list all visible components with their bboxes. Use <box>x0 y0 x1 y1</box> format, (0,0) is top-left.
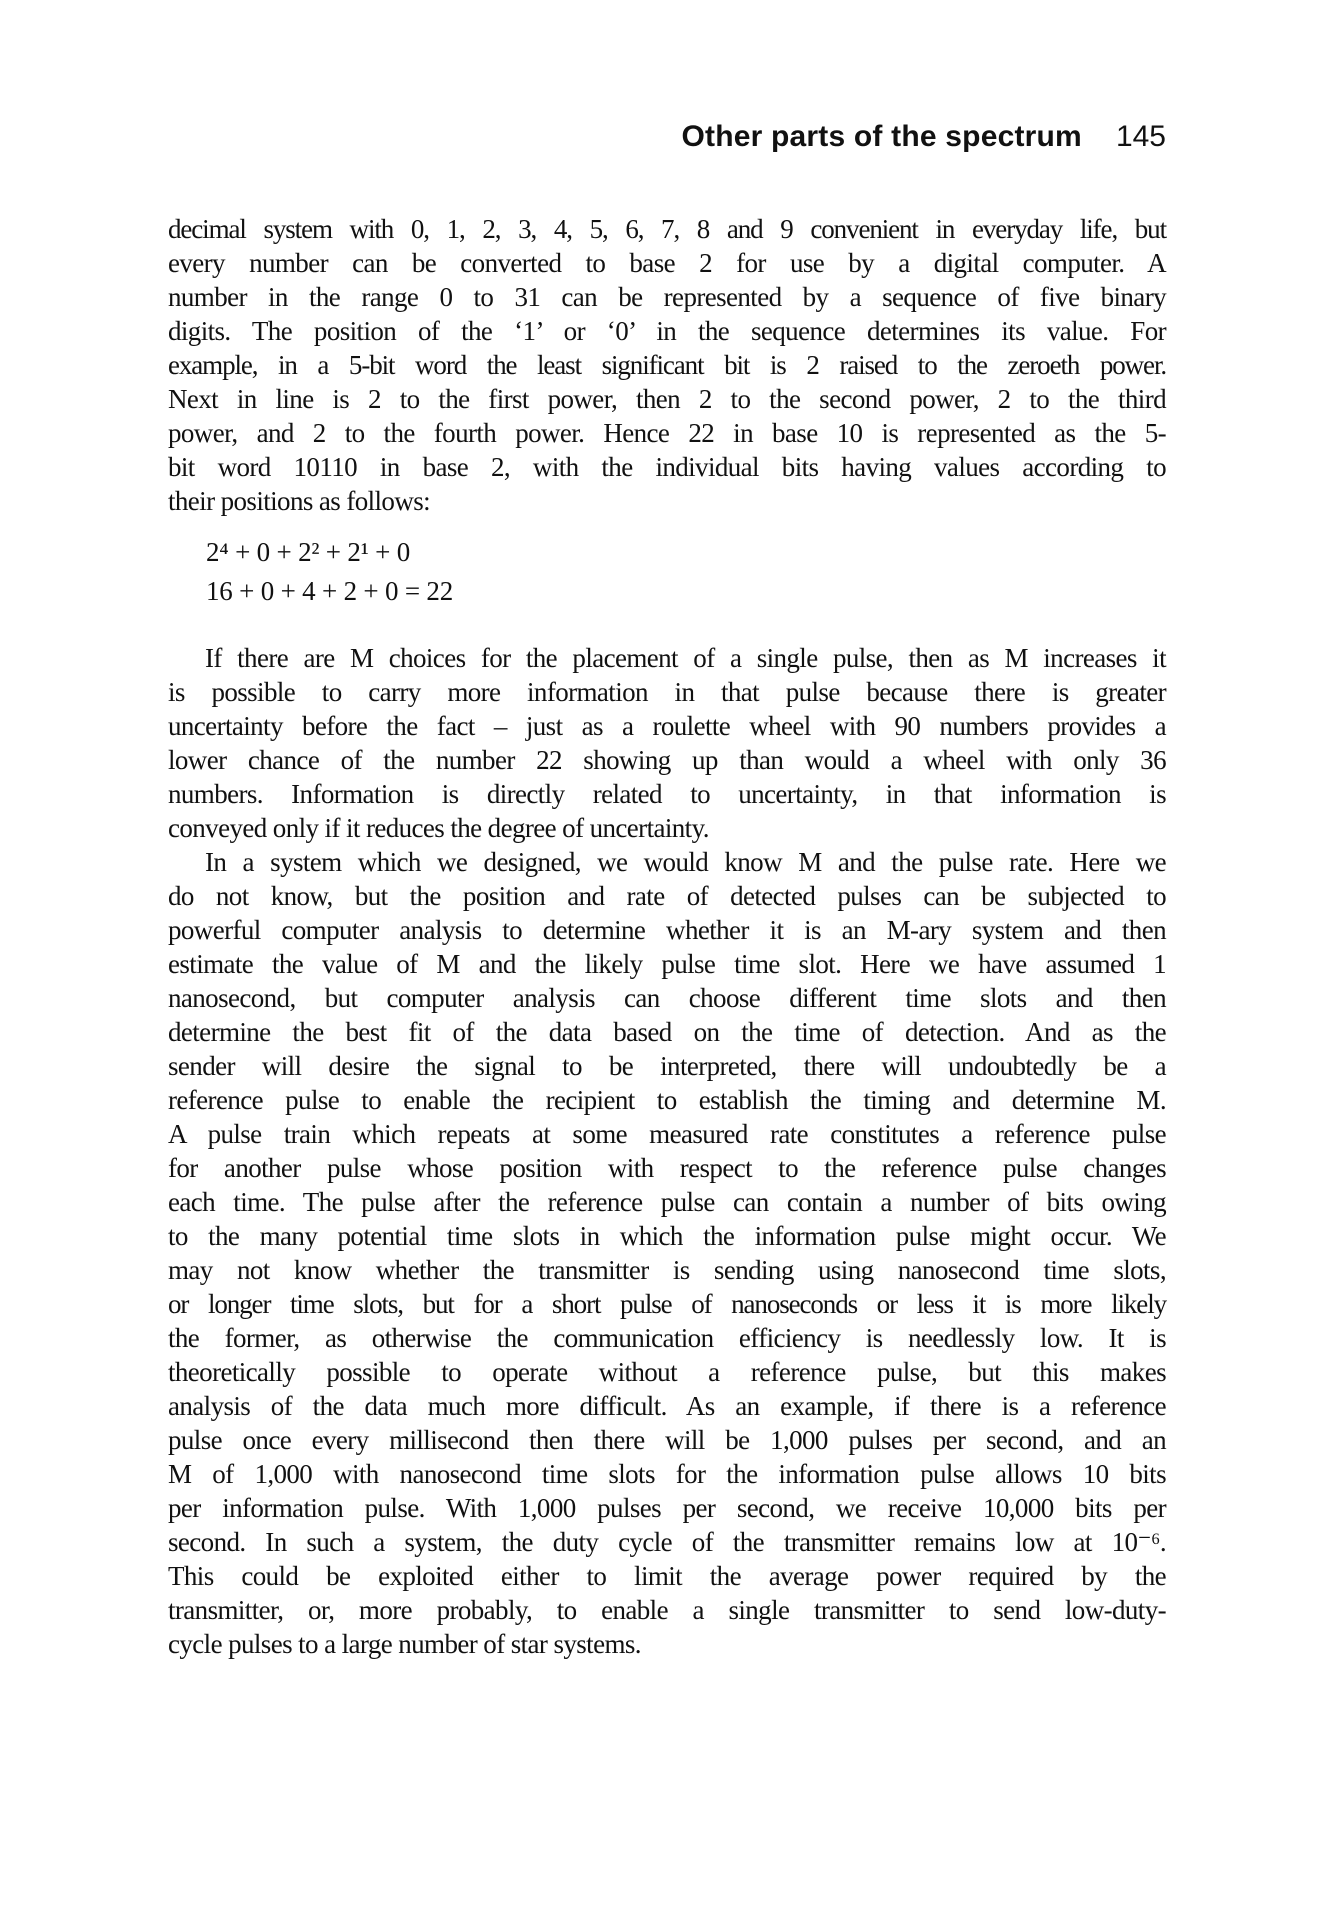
page-number: 145 <box>1115 120 1166 153</box>
text-line: In a system which we designed, we would know M and the pulse rate. Here we <box>205 847 1166 877</box>
text-line: is possible to carry more information in that pulse because there is greater <box>168 677 1166 707</box>
text-line: sender will desire the signal to be interpreted, there will undoubtedly be a <box>168 1051 1166 1081</box>
text-line: power, and 2 to the fourth power. Hence 22 in base 10 is represented as the 5- <box>168 418 1166 448</box>
text-line: estimate the value of M and the likely pulse time slot. Here we have assumed 1 <box>168 949 1166 979</box>
text-line: may not know whether the transmitter is sending using nanosecond time slots, <box>168 1255 1166 1285</box>
text-line: the former, as otherwise the communication efficiency is needlessly low. It is <box>168 1323 1166 1353</box>
text-line: each time. The pulse after the reference pulse can contain a number of bits owing <box>168 1187 1166 1217</box>
text-line: pulse once every millisecond then there will be 1,000 pulses per second, and an <box>168 1425 1166 1455</box>
text-line: powerful computer analysis to determine whether it is an M-ary system and then <box>168 915 1166 945</box>
text-line: second. In such a system, the duty cycle of the transmitter remains low at 10⁻⁶. <box>168 1527 1166 1557</box>
text-line: nanosecond, but computer analysis can choose different time slots and then <box>168 983 1166 1013</box>
text-line: transmitter, or, more probably, to enable a single transmitter to send low-duty- <box>168 1595 1166 1625</box>
running-header <box>168 118 1166 156</box>
equation-line: 16 + 0 + 4 + 2 + 0 = 22 <box>206 576 454 606</box>
text-line: do not know, but the position and rate of detected pulses can be subjected to <box>168 881 1166 911</box>
text-line: decimal system with 0, 1, 2, 3, 4, 5, 6, 7, 8 and 9 convenient in everyday life, but <box>168 214 1166 244</box>
text-line: or longer time slots, but for a short pulse of nanoseconds or less it is more likely <box>168 1289 1166 1319</box>
text-line: conveyed only if it reduces the degree of uncertainty. <box>168 813 709 843</box>
text-line: for another pulse whose position with respect to the reference pulse changes <box>168 1153 1166 1183</box>
text-line: reference pulse to enable the recipient to establish the timing and determine M. <box>168 1085 1166 1115</box>
text-line: cycle pulses to a large number of star systems. <box>168 1629 641 1659</box>
text-line: per information pulse. With 1,000 pulses per second, we receive 10,000 bits per <box>168 1493 1166 1523</box>
text-line: lower chance of the number 22 showing up than would a wheel with only 36 <box>168 745 1166 775</box>
running-header-title: Other parts of the spectrum <box>681 120 1082 153</box>
text-line: theoretically possible to operate without a reference pulse, but this makes <box>168 1357 1166 1387</box>
paragraph-1 <box>168 212 1166 518</box>
text-line: uncertainty before the fact – just as a roulette wheel with 90 numbers provides a <box>168 711 1166 741</box>
text-line: determine the best fit of the data based on the time of detection. And as the <box>168 1017 1166 1047</box>
equation-block <box>168 533 1166 611</box>
text-line: number in the range 0 to 31 can be represented by a sequence of five binary <box>168 282 1166 312</box>
text-line: to the many potential time slots in which the information pulse might occur. We <box>168 1221 1166 1251</box>
text-line: If there are M choices for the placement of a single pulse, then as M increases it <box>205 643 1166 673</box>
text-line: Next in line is 2 to the first power, then 2 to the second power, 2 to the third <box>168 384 1166 414</box>
body-text <box>168 212 1166 1661</box>
text-line: their positions as follows: <box>168 486 431 516</box>
text-line: bit word 10110 in base 2, with the individual bits having values according to <box>168 452 1166 482</box>
text-line: A pulse train which repeats at some measured rate constitutes a reference pulse <box>168 1119 1166 1149</box>
text-line: digits. The position of the ‘1’ or ‘0’ in the sequence determines its value. For <box>168 316 1166 346</box>
text-line: numbers. Information is directly related to uncertainty, in that information is <box>168 779 1166 809</box>
paragraph-3 <box>168 845 1166 1661</box>
equation-line: 2⁴ + 0 + 2² + 2¹ + 0 <box>206 537 411 567</box>
text-line: analysis of the data much more difficult. As an example, if there is a reference <box>168 1391 1166 1421</box>
paragraph-2 <box>168 641 1166 845</box>
text-line: example, in a 5-bit word the least significant bit is 2 raised to the zeroeth power. <box>168 350 1166 380</box>
text-line: every number can be converted to base 2 for use by a digital computer. A <box>168 248 1166 278</box>
text-line: This could be exploited either to limit the average power required by the <box>168 1561 1166 1591</box>
text-line: M of 1,000 with nanosecond time slots for the information pulse allows 10 bits <box>168 1459 1166 1489</box>
